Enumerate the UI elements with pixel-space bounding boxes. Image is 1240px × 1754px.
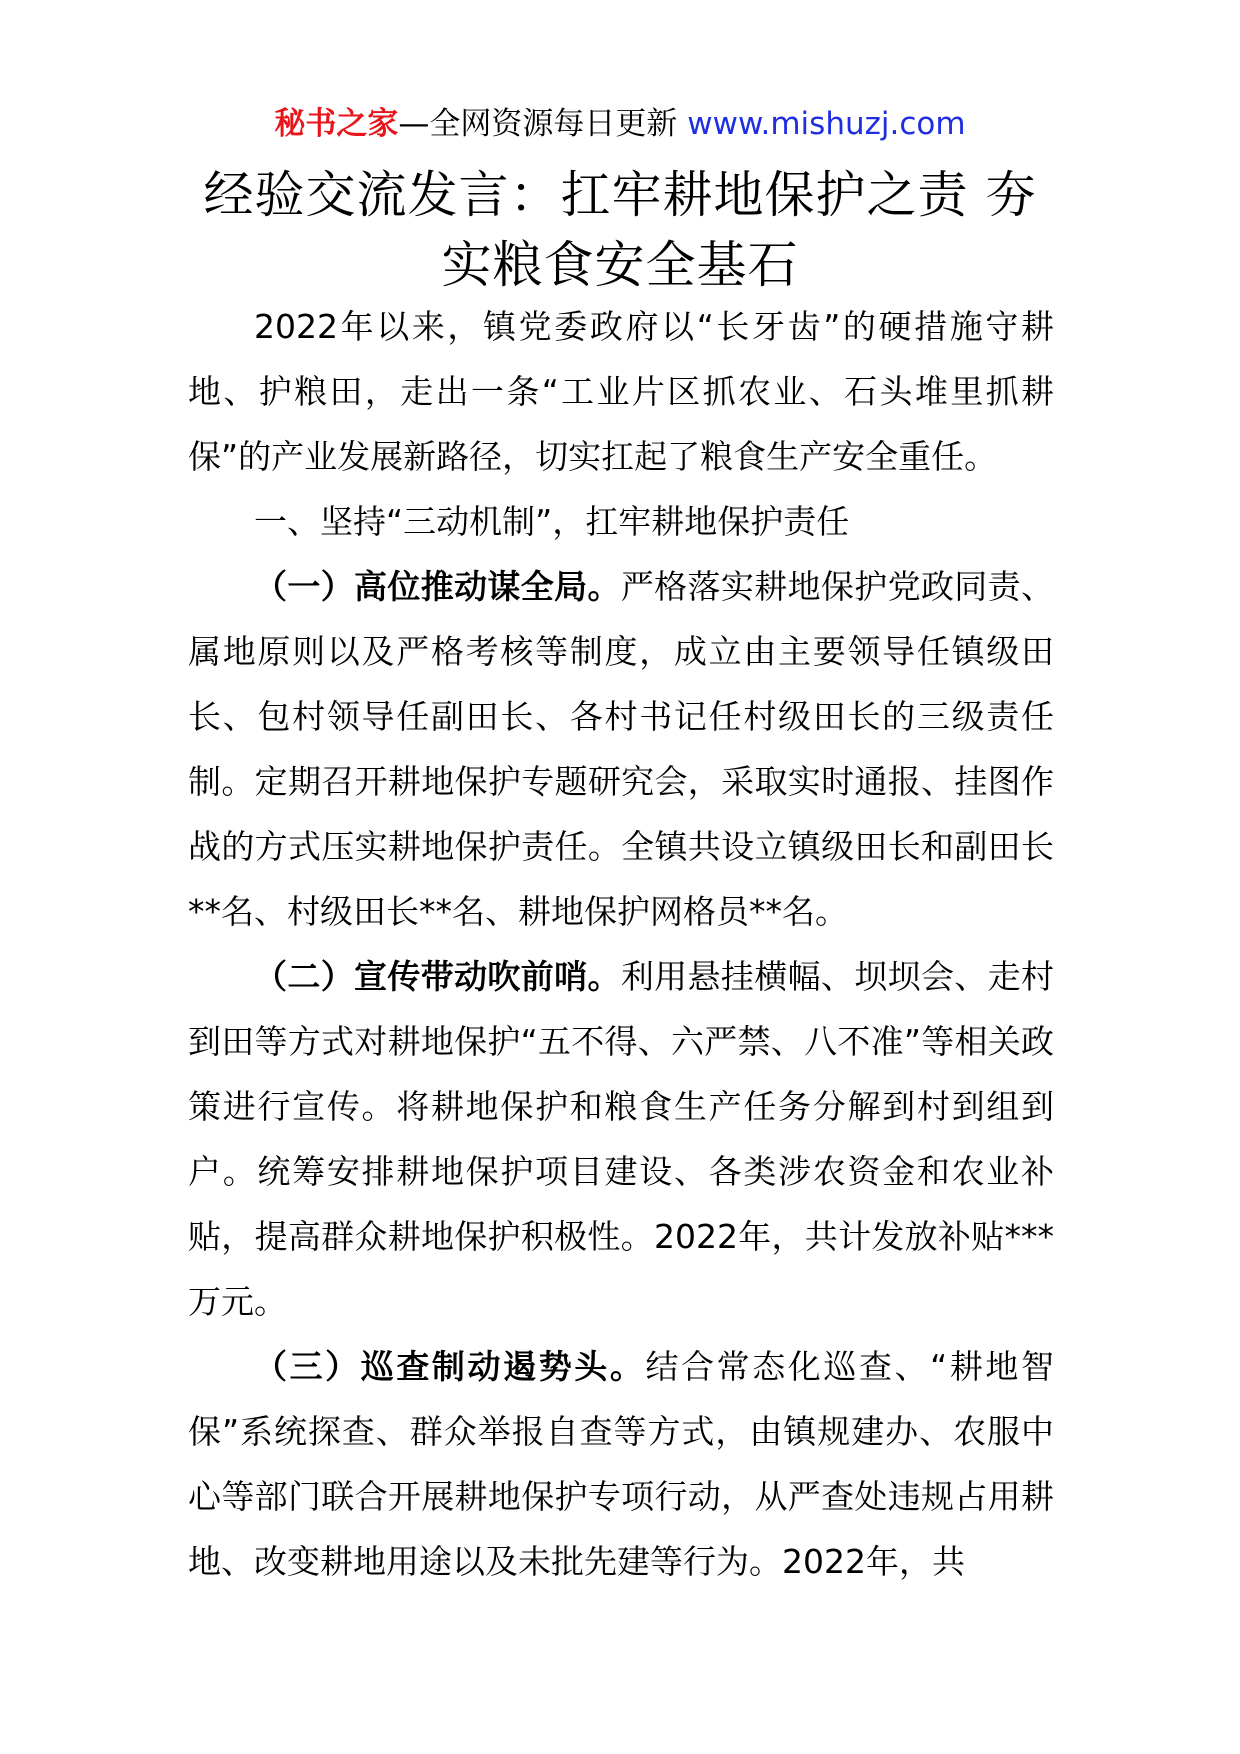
site-url-link[interactable]: www.mishuzj.com [687,106,966,142]
document-body [188,294,1054,1594]
paragraph-1 [188,554,1054,944]
section-heading: 一、坚持“三动机制”，扛牢耕地保护责任 [254,502,850,541]
intro-paragraph: 2022年以来，镇党委政府以“长牙齿”的硬措施守耕地、护粮田，走出一条“工业片区抓农业、石头堆里抓耕保”的产业发展新路径，切实扛起了粮食生产安全重任。 [188,307,1054,476]
document-title: 经验交流发言：扛牢耕地保护之责 夯实粮食安全基石 [203,166,1037,294]
paragraph-2 [188,944,1054,1334]
site-tagline: —全网资源每日更新 [398,106,688,142]
paragraph-1-lead: （一）高位推动谋全局。 [254,567,621,606]
paragraph-1-text: 严格落实耕地保护党政同责、属地原则以及严格考核等制度，成立由主要领导任镇级田长、包村领导任副田长、各村书记任村级田长的三级责任制。定期召开耕地保护专题研究会，采取实时通报、挂图作战的方式压实耕地保护责任。全镇共设立镇级田长和副田长**名、村级田长**名、耕地保护网格员**名。 [188,567,1055,931]
site-header [0,104,1240,144]
paragraph-3-text: 结合常态化巡查、“耕地智保”系统探查、群众举报自查等方式，由镇规建办、农服中心等部门联合开展耕地保护专项行动，从严查处违规占用耕地、改变耕地用途以及未批先建等行为。2022年，共 [188,1347,1054,1581]
paragraph-2-text: 利用悬挂横幅、坝坝会、走村到田等方式对耕地保护“五不得、六严禁、八不准”等相关政策进行宣传。将耕地保护和粮食生产任务分解到村到组到户。统筹安排耕地保护项目建设、各类涉农资金和农业补贴，提高群众耕地保护积极性。2022年，共计发放补贴***万元。 [188,957,1055,1321]
paragraph-3-lead: （三）巡查制动遏势头。 [254,1347,646,1386]
paragraph-2-lead: （二）宣传带动吹前哨。 [254,957,621,996]
paragraph-3 [188,1334,1054,1594]
site-brand: 秘书之家 [274,106,399,142]
